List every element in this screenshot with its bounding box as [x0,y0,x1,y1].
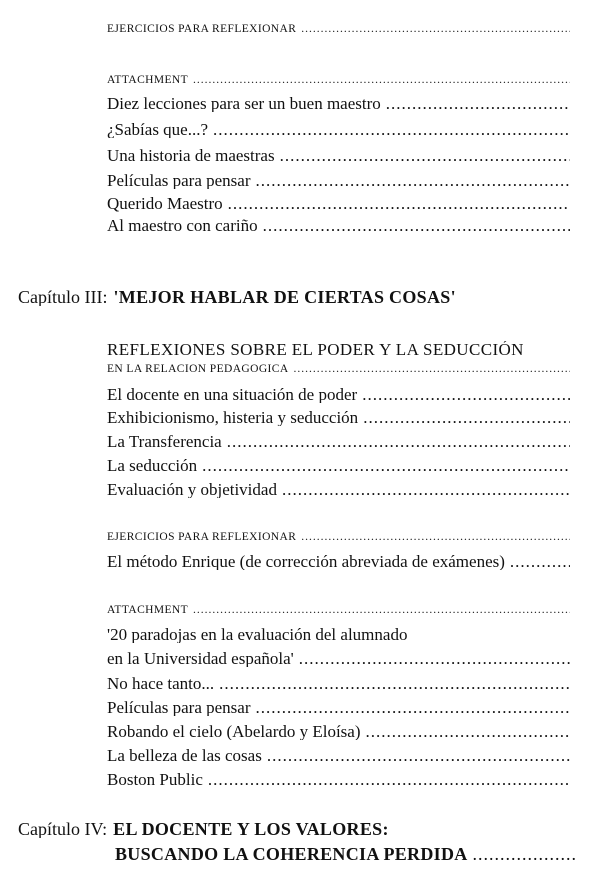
toc-label: La seducción [107,457,198,474]
toc-label: Querido Maestro [107,195,223,212]
section-heading-line1 [107,341,570,358]
leader-dots [213,121,570,138]
toc-entry [107,699,570,716]
leader-dots [301,24,570,36]
toc-label: Robando el cielo (Abelardo y Eloísa) [107,723,361,740]
leader-dots [280,147,570,164]
toc-label: Exhibicionismo, histeria y seducción [107,409,359,426]
toc-label: Boston Public [107,771,203,788]
leader-dots [473,845,575,863]
toc-entry [107,147,570,164]
leader-dots [362,386,570,403]
toc-label: Diez lecciones para ser un buen maestro [107,95,381,112]
toc-entry [107,675,570,692]
leader-dots [219,675,570,692]
toc-entry [107,650,570,667]
toc-label: Películas para pensar [107,172,251,189]
toc-entry [107,771,570,788]
chapter-title: EL DOCENTE Y LOS VALORES: [113,820,389,838]
toc-entry [107,172,570,189]
toc-entry [107,409,570,426]
toc-label: Evaluación y objetividad [107,481,277,498]
toc-label: La belleza de las cosas [107,747,262,764]
toc-label: '20 paradojas en la evaluación del alumnado [107,626,408,643]
toc-label: Películas para pensar [107,699,251,716]
attachment-heading-2 [107,605,570,617]
leader-dots [366,723,570,740]
ejercicios-heading-2 [107,532,570,544]
toc-entry [107,217,570,234]
leader-dots [263,217,570,234]
toc-label: ATTACHMENT [107,605,189,616]
toc-entry [107,433,570,450]
chapter-number: Capítulo IV: [18,820,108,838]
chapter-title: 'MEJOR HABLAR DE CIERTAS COSAS' [113,288,456,306]
toc-label: Al maestro con cariño [107,217,258,234]
ejercicios-heading-1 [107,24,570,36]
chapter-number: Capítulo III: [18,288,108,306]
chapter-3-heading [18,288,578,306]
toc-entry [107,481,570,498]
toc-label: en la Universidad española' [107,650,294,667]
chapter-4-heading [18,820,578,838]
chapter-title: BUSCANDO LA COHERENCIA PERDIDA [115,845,468,863]
toc-entry [107,386,570,403]
leader-dots [193,75,570,87]
toc-label: EJERCICIOS PARA REFLEXIONAR [107,532,297,543]
toc-entry [107,195,570,212]
leader-dots [299,650,570,667]
toc-entry [107,747,570,764]
leader-dots [510,553,570,570]
attachment-heading-1 [107,75,570,87]
toc-label: EN LA RELACIÓN PEDAGÓGICA [107,364,289,375]
leader-dots [193,605,570,617]
leader-dots [294,364,570,376]
chapter-4-heading-line2 [115,845,575,863]
toc-entry-line1 [107,626,570,643]
toc-entry [107,95,570,112]
leader-dots [208,771,570,788]
toc-entry [107,457,570,474]
leader-dots [301,532,570,544]
toc-label: La Transferencia [107,433,222,450]
toc-label: El método Enrique (de corrección abreviada de exámenes) [107,553,505,570]
toc-label: El docente en una situación de poder [107,386,358,403]
toc-entry [107,723,570,740]
toc-label: ¿Sabías que...? [107,121,209,138]
leader-dots [227,433,570,450]
toc-entry [107,553,570,570]
leader-dots [363,409,570,426]
toc-label: REFLEXIONES SOBRE EL PODER Y LA SEDUCCIÓN [107,341,524,358]
toc-label: No hace tanto... [107,675,215,692]
toc-label: EJERCICIOS PARA REFLEXIONAR [107,24,297,35]
leader-dots [267,747,570,764]
leader-dots [202,457,570,474]
leader-dots [282,481,570,498]
leader-dots [256,172,571,189]
toc-label: ATTACHMENT [107,75,189,86]
toc-label: Una historia de maestras [107,147,275,164]
leader-dots [256,699,571,716]
toc-entry [107,121,570,138]
section-heading-line2 [107,364,570,376]
leader-dots [386,95,570,112]
leader-dots [228,195,570,212]
